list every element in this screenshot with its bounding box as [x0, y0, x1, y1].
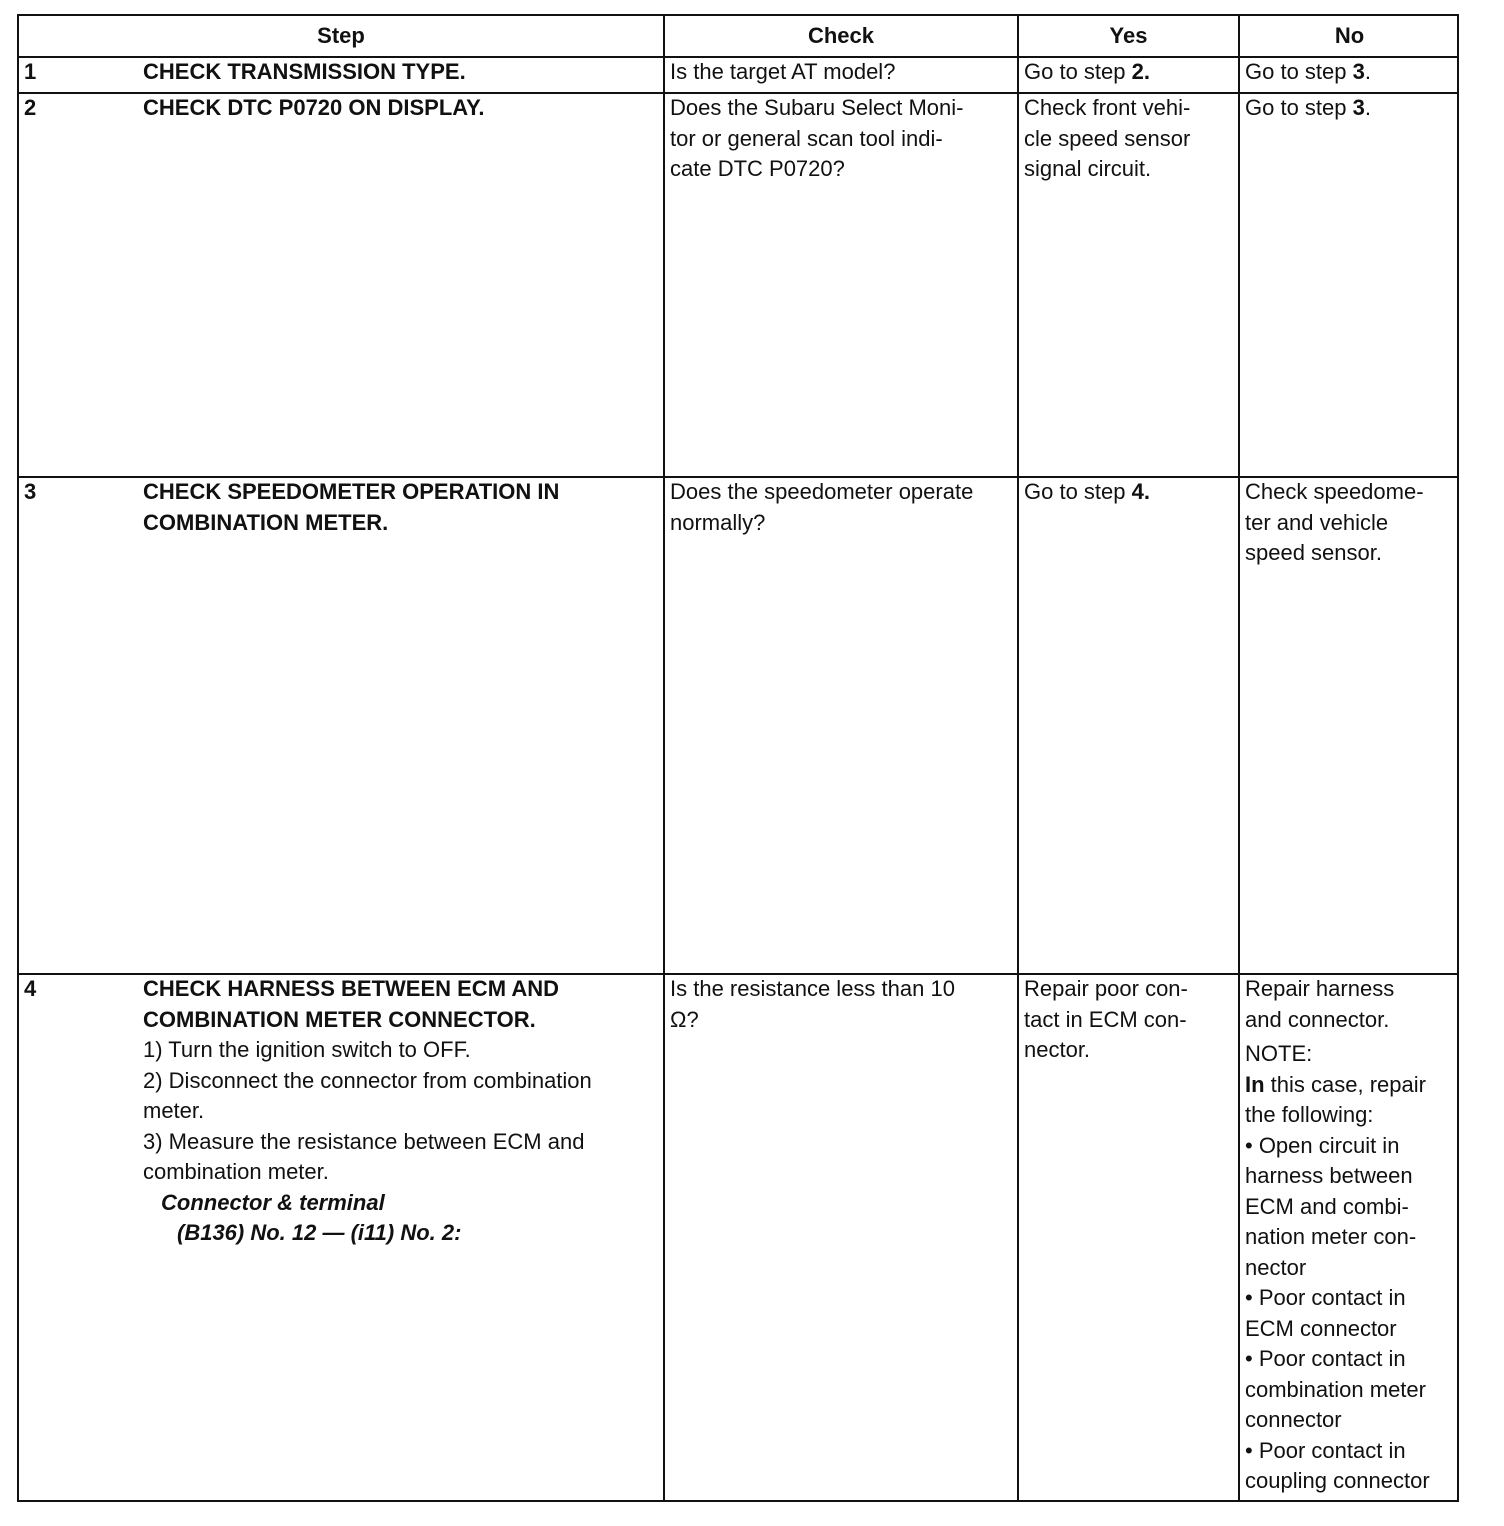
- list-item: coupling connector: [1245, 1468, 1430, 1493]
- header-no: No: [1334, 23, 1365, 48]
- step-number: 2: [24, 95, 37, 120]
- step-title: CHECK TRANSMISSION TYPE.: [143, 59, 466, 84]
- list-item: ECM and combi-: [1245, 1193, 1409, 1219]
- step-title: CHECK SPEEDOMETER OPERATION IN COMBINATION METER.: [143, 479, 560, 535]
- header-step: Step: [317, 23, 365, 48]
- list-item: • Poor contact in: [1245, 1285, 1406, 1310]
- list-item: nation meter con-: [1245, 1224, 1417, 1249]
- no-action: Repair harness and connector. NOTE: In this case, repair the following: • Open circuit in harness between ECM and combi- nation meter con- nector • Poor contact in ECM connector • Poor contact in combination meter connector • Poor contact in coupling connector: [1245, 974, 1430, 1497]
- no-action: Check speedome- ter and vehicle speed sensor.: [1245, 479, 1424, 565]
- connector-label: Connector & terminal: [161, 1189, 385, 1215]
- yes-action: Repair poor con- tact in ECM con- nector.: [1024, 976, 1188, 1062]
- list-item: combination meter: [1245, 1376, 1426, 1402]
- step-number: 4: [24, 976, 37, 1001]
- step-number: 3: [24, 479, 37, 504]
- check-question: Is the resistance less than 10 Ω?: [670, 976, 955, 1032]
- check-question: Does the Subaru Select Moni- tor or general scan tool indi- cate DTC P0720?: [670, 95, 964, 181]
- check-question: Does the speedometer operate normally?: [670, 479, 974, 535]
- column-divider: [1017, 16, 1019, 1500]
- step-number: 1: [24, 59, 37, 84]
- note-text: In this case, repair: [1245, 1071, 1426, 1097]
- header-yes: Yes: [1109, 23, 1148, 48]
- list-item: ECM connector: [1245, 1315, 1397, 1341]
- connector-value: (B136) No. 12 — (i11) No. 2:: [177, 1220, 462, 1245]
- list-item: • Open circuit in: [1245, 1132, 1400, 1158]
- column-divider: [663, 16, 665, 1500]
- no-action: Go to step 3.: [1245, 59, 1371, 84]
- yes-action: Go to step 4.: [1024, 479, 1150, 504]
- step-title: CHECK DTC P0720 ON DISPLAY.: [143, 95, 485, 120]
- yes-action: Check front vehi- cle speed sensor signal circuit.: [1024, 95, 1191, 181]
- column-divider: [1238, 16, 1240, 1500]
- note-label: NOTE:: [1245, 1041, 1313, 1066]
- list-item: harness between: [1245, 1163, 1413, 1188]
- list-item: connector: [1245, 1407, 1342, 1432]
- step-instructions: CHECK HARNESS BETWEEN ECM AND COMBINATION METER CONNECTOR. 1) Turn the ignition switch to OFF. 2) Disconnect the connector from combination meter. 3) Measure the resistance between ECM and combination meter. Connector & terminal (B136) No. 12 — (i11) No. 2:: [143, 974, 592, 1249]
- list-item: • Poor contact in: [1245, 1437, 1406, 1463]
- check-question: Is the target AT model?: [670, 59, 896, 84]
- no-action: Go to step 3.: [1245, 95, 1371, 120]
- header-check: Check: [807, 23, 875, 48]
- list-item: • Poor contact in: [1245, 1346, 1406, 1371]
- list-item: nector: [1245, 1254, 1307, 1280]
- diagnostic-table: [17, 14, 1459, 1502]
- yes-action: Go to step 2.: [1024, 59, 1150, 84]
